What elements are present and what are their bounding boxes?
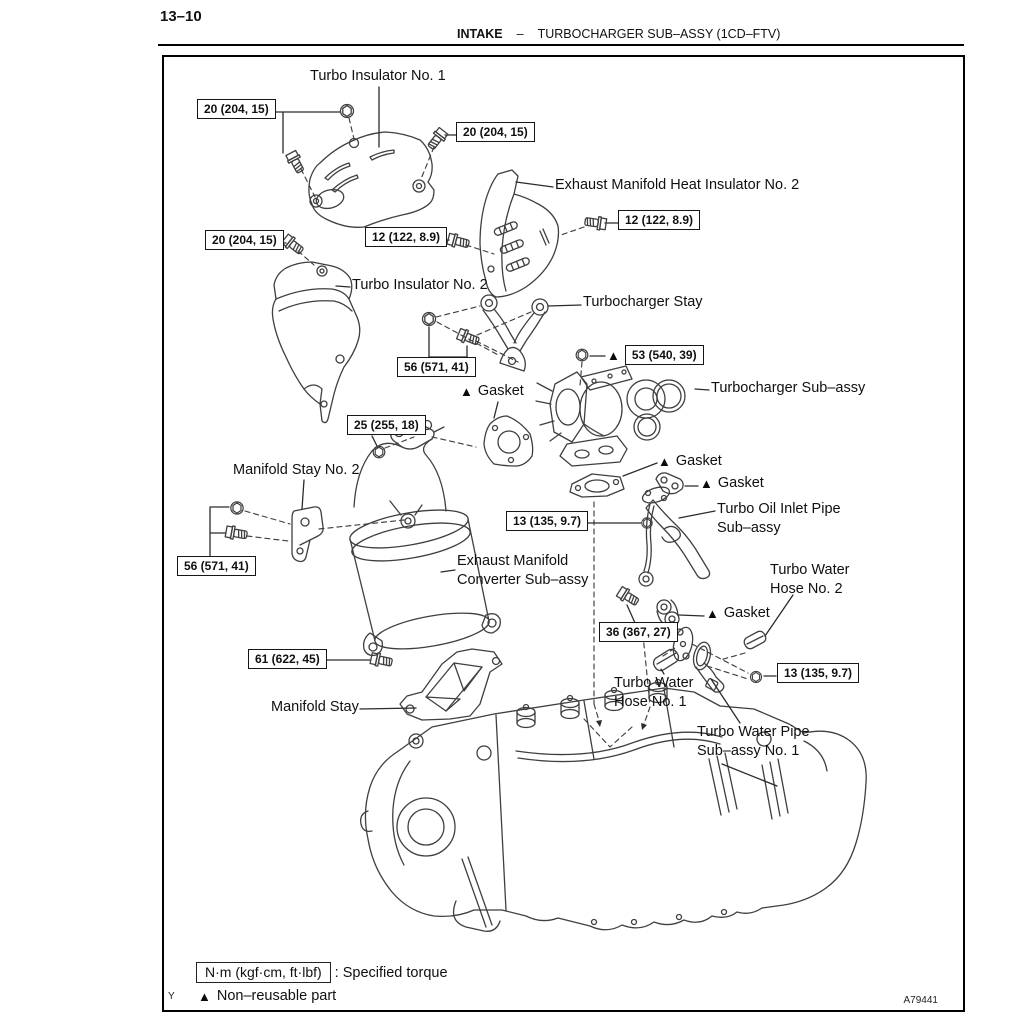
legend-torque-unit-box: N·m (kgf·cm, ft·lbf) (196, 962, 331, 983)
non-reusable-triangle-icon: ▲ (607, 347, 620, 363)
gasket-text: Gasket (675, 453, 722, 469)
turbo-insulator-2-drawing (272, 262, 359, 423)
label-manifold-stay: Manifold Stay (271, 699, 359, 715)
exploded-view-drawing (164, 57, 963, 1010)
torque-box-13-a: 13 (135, 9.7) (506, 511, 588, 531)
label-line: Hose No. 1 (614, 694, 687, 710)
torque-box-53: 53 (540, 39) (625, 345, 704, 365)
label-exhaust-manifold-converter (457, 552, 588, 590)
label-gasket-2 (658, 452, 722, 471)
torque-box-25: 25 (255, 18) (347, 415, 426, 435)
header-section: INTAKE (457, 27, 503, 41)
turbocharger-drawing (536, 366, 685, 469)
page-header (457, 27, 780, 41)
gasket-2-drawing (570, 474, 624, 497)
torque-box-56-a: 56 (571, 41) (397, 357, 476, 377)
exhaust-manifold-heat-insulator-2-drawing (480, 170, 559, 297)
non-reusable-triangle-icon: ▲ (706, 606, 719, 621)
non-reusable-triangle-icon: ▲ (658, 454, 671, 469)
label-line: Turbo Water Pipe (697, 724, 810, 740)
label-exhaust-manifold-heat-insulator-2: Exhaust Manifold Heat Insulator No. 2 (555, 177, 800, 193)
label-line: Hose No. 2 (770, 581, 843, 597)
gasket-text: Gasket (477, 383, 524, 399)
label-gasket-1 (460, 382, 524, 401)
gasket-text: Gasket (723, 605, 770, 621)
legend-torque-description: : Specified torque (334, 964, 448, 981)
torque-box-13-b: 13 (135, 9.7) (777, 663, 859, 683)
turbo-insulator-1-drawing (309, 132, 434, 227)
header-separator: – (516, 27, 524, 41)
gasket-1-drawing (484, 416, 533, 466)
turbo-water-hose-1-drawing (651, 647, 680, 673)
turbocharger-stay-drawing (481, 295, 548, 371)
legend-torque (196, 962, 448, 983)
torque-box-20-a: 20 (204, 15) (197, 99, 276, 119)
torque-box-20-b: 20 (204, 15) (456, 122, 535, 142)
torque-box-36: 36 (367, 27) (599, 622, 678, 642)
label-turbocharger-subassy: Turbocharger Sub–assy (711, 380, 866, 396)
label-line: Turbo Water (770, 562, 850, 578)
label-turbo-insulator-2: Turbo Insulator No. 2 (352, 277, 488, 293)
figure-code: A79441 (903, 995, 938, 1006)
turbo-oil-inlet-pipe-drawing (639, 484, 710, 586)
diagram-frame (162, 55, 965, 1012)
legend-non-reusable (198, 988, 336, 1004)
torque-box-56-b: 56 (571, 41) (177, 556, 256, 576)
torque-box-53-group (607, 345, 704, 365)
manifold-stay-drawing (400, 649, 502, 720)
page-number: 13–10 (160, 8, 202, 25)
label-line: Exhaust Manifold (457, 553, 569, 569)
label-turbo-oil-inlet-pipe (717, 500, 841, 538)
label-gasket-4 (706, 604, 770, 623)
engine-block-drawing (361, 680, 867, 932)
label-line: Sub–assy No. 1 (697, 743, 800, 759)
label-manifold-stay-2: Manifold Stay No. 2 (233, 462, 360, 478)
label-gasket-3 (700, 474, 764, 493)
manifold-stay-2-drawing (292, 507, 323, 562)
label-turbo-water-pipe (697, 723, 810, 761)
label-line: Sub–assy (717, 520, 781, 536)
non-reusable-triangle-icon: ▲ (460, 384, 473, 399)
header-rule (158, 44, 964, 46)
label-turbocharger-stay: Turbocharger Stay (583, 294, 703, 310)
torque-box-12-b: 12 (122, 8.9) (365, 227, 447, 247)
torque-box-12-a: 12 (122, 8.9) (618, 210, 700, 230)
label-line: Turbo Water (614, 675, 694, 691)
gasket-text: Gasket (717, 475, 764, 491)
label-turbo-water-hose-1 (614, 674, 694, 712)
label-line: Converter Sub–assy (457, 572, 589, 588)
label-turbo-insulator-1: Turbo Insulator No. 1 (310, 68, 446, 84)
label-turbo-water-hose-2 (770, 561, 850, 599)
turbo-water-hose-2-drawing (742, 630, 767, 651)
corner-mark: Y (168, 991, 175, 1002)
torque-box-61: 61 (622, 45) (248, 649, 327, 669)
non-reusable-triangle-icon: ▲ (700, 476, 713, 491)
exhaust-manifold-converter-drawing (347, 421, 500, 656)
torque-box-20-c: 20 (204, 15) (205, 230, 284, 250)
non-reusable-triangle-icon: ▲ (198, 988, 211, 1004)
legend-non-reusable-text: Non–reusable part (216, 988, 337, 1004)
header-title: TURBOCHARGER SUB–ASSY (1CD–FTV) (537, 27, 781, 41)
label-line: Turbo Oil Inlet Pipe (717, 501, 841, 517)
